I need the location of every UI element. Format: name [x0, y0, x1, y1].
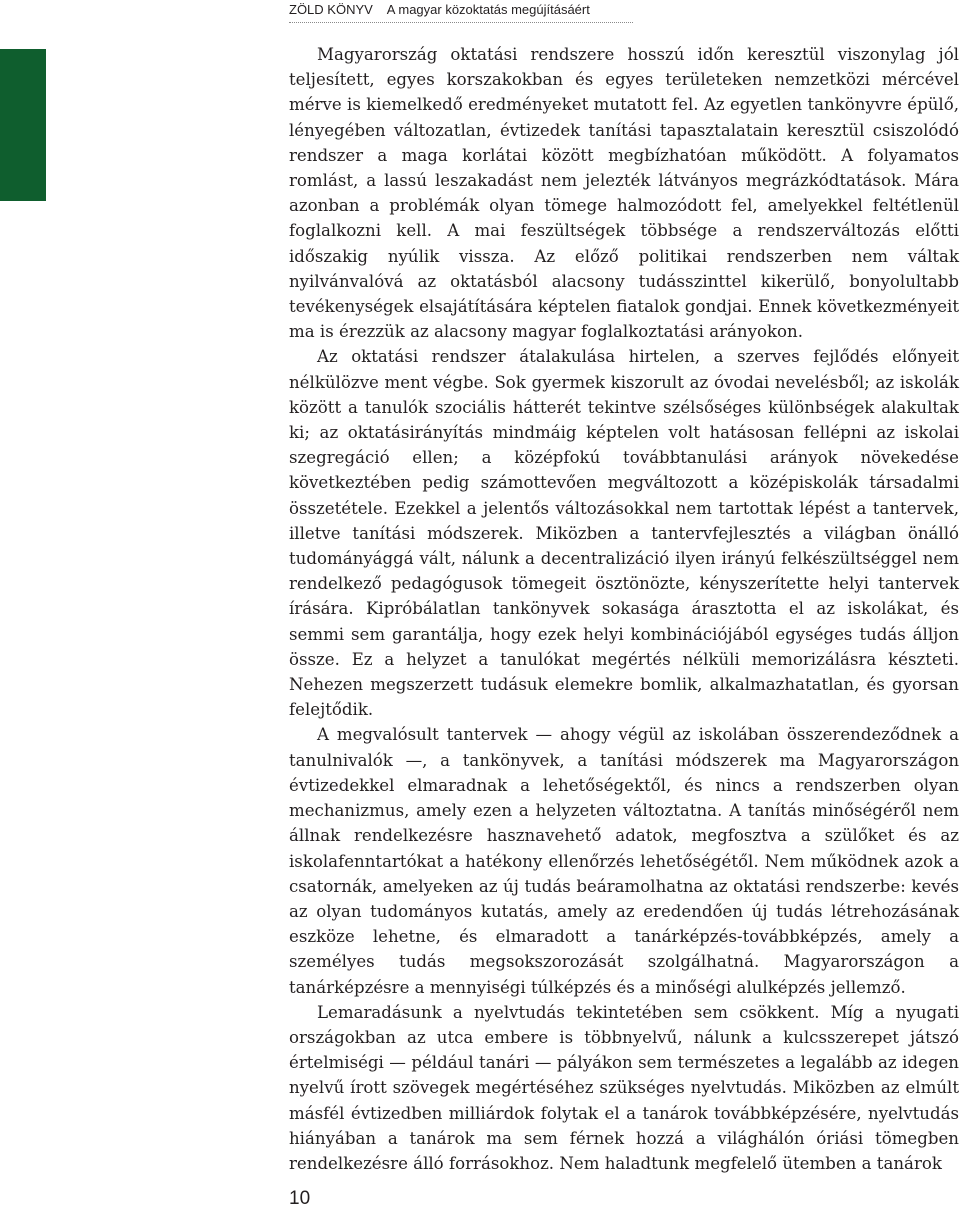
chapter-title: A magyar közoktatás megújításáért [386, 2, 590, 17]
section-color-tab [0, 49, 46, 201]
book-title: ZÖLD KÖNYV [289, 2, 373, 17]
paragraph: A megvalósult tantervek — ahogy végül az iskolában összerendeződnek a tanulnivalók —, a tankönyvek, a tanítási módszerek ma Magyarországon évtizedekkel elmaradnak a lehetőségektől, és nincs a rendszerben olyan mechanizmus, amely ezen a helyzeten változtatna. A tanítás minőségéről nem állnak rendelkezésre hasznavehető adatok, megfosztva a szülőket és az iskolafenntartókat a hatékony ellenőrzés lehetőségétől. Nem működnek azok a csatornák, amelyeken az új tudás beáramolhatna az oktatási rendszerbe: kevés az olyan tudományos kutatás, amely az eredendően új tudás létrehozásának eszköze lehetne, és elmaradott a tanárképzés-továbbképzés, amely a személyes tudás megsokszorozását szolgálhatná. Magyarországon a tanárképzésre a mennyiségi túlképzés és a minőségi alulképzés jellemző. [289, 725, 959, 997]
paragraph: Az oktatási rendszer átalakulása hirtelen, a szerves fejlődés előnyeit nélkülözve ment végbe. Sok gyermek kiszorult az óvodai nevelésből; az iskolák között a tanulók szociális hátterét tekintve szélsőséges különbségek alakultak ki; az oktatásirányítás mindmáig képtelen volt hatásosan fellépni az iskolai szegregáció ellen; a középfokú továbbtanulási arányok növekedése következtében pedig számottevően megváltozott a középiskolák társadalmi összetétele. Ezekkel a jelentős változásokkal nem tartottak lépést a tantervek, illetve tanítási módszerek. Miközben a tantervfejlesztés a világban önálló tudományággá vált, nálunk a decentralizáció ilyen irányú felkészültséggel nem rendelkező pedagógusok tömegeit ösztönözte, kényszerítette helyi tantervek írására. Kipróbálatlan tankönyvek sokasága árasztotta el az iskolákat, és semmi sem garantálja, hogy ezek helyi kombinációjából egységes tudás álljon össze. Ez a helyzet a tanulókat megértés nélküli memorizálásra készteti. Nehezen megszerzett tudásuk elemekre bomlik, alkalmazhatatlan, és gyorsan felejtődik. [289, 347, 959, 720]
running-header [289, 0, 633, 23]
page-number: 10 [289, 1188, 311, 1209]
paragraph: Magyarország oktatási rendszere hosszú időn keresztül viszonylag jól teljesített, egyes korszakokban és egyes területeken nemzetközi mércével mérve is kiemelkedő eredményeket mutatott fel. Az egyetlen tankönyvre épülő, lényegében változatlan, évtizedek tanítási tapasztalatain keresztül csiszolódó rendszer a maga korlátai között megbízhatóan működött. A folyamatos romlást, a lassú leszakadást nem jelezték látványos megrázkódtatások. Mára azonban a problémák olyan tömege halmozódott fel, amelyekkel feltétlenül foglalkozni kell. A mai feszültségek többsége a rendszerváltozás előtti időszakig nyúlik vissza. Az előző politikai rendszerben nem váltak nyilvánvalóvá az oktatásból alacsony tudásszinttel kikerülő, bonyolultabb tevékenységek elsajátítására képtelen fiatalok gondjai. Ennek következményeit ma is érezzük az alacsony magyar foglalkoztatási arányokon. [289, 45, 959, 342]
paragraph: Lemaradásunk a nyelvtudás tekintetében sem csökkent. Míg a nyugati országokban az utca embere is többnyelvű, nálunk a kulcsszerepet játszó értelmiségi — például tanári — pályákon sem természetes a legalább az idegen nyelvű írott szövegek megértéséhez szükséges nyelvtudás. Miközben az elmúlt másfél évtizedben milliárdok folytak el a tanárok továbbképzésére, nyelvtudás hiányában a tanárok ma sem férnek hozzá a világhálón óriási tömegben rendelkezésre álló forrásokhoz. Nem haladtunk megfelelő ütemben a tanárok [289, 1002, 959, 1173]
body-text [289, 42, 959, 1176]
